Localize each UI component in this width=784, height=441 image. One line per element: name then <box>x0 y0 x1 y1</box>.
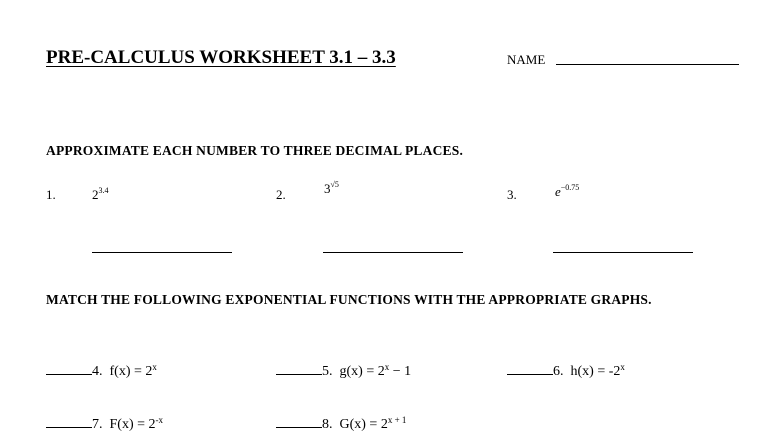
match-8-blank[interactable] <box>276 415 322 428</box>
name-label: NAME <box>507 52 546 67</box>
match-6-lhs: h(x) = -2 <box>570 364 621 379</box>
section2-heading: MATCH THE FOLLOWING EXPONENTIAL FUNCTIONS WITH THE APPROPRIATE GRAPHS. <box>46 292 652 307</box>
section1-heading: APPROXIMATE EACH NUMBER TO THREE DECIMAL PLACES. <box>46 143 464 158</box>
page-title: PRE-CALCULUS WORKSHEET 3.1 – 3.3 <box>46 47 396 68</box>
problem-3-expression <box>555 184 579 200</box>
name-blank-line[interactable] <box>556 64 739 65</box>
match-item-4 <box>46 362 157 380</box>
problem-3-answer-line[interactable] <box>553 252 693 253</box>
problem-1-expression <box>92 187 109 203</box>
match-4-number: 4. <box>92 364 103 379</box>
problem-2-exponent: √5 <box>330 180 339 189</box>
match-5-number: 5. <box>322 364 333 379</box>
match-4-lhs: f(x) = 2 <box>109 364 153 379</box>
problem-3-number: 3. <box>507 187 517 202</box>
problem-2-base: 3 <box>324 181 331 196</box>
match-5-lhs: g(x) = 2 <box>339 364 385 379</box>
problem-2-expression <box>324 181 339 197</box>
problem-3-base: e <box>555 184 561 199</box>
match-6-exponent: x <box>620 362 625 372</box>
match-8-lhs: G(x) = 2 <box>339 417 388 432</box>
problem-1-base: 2 <box>92 187 99 202</box>
match-5-blank[interactable] <box>276 362 322 375</box>
match-item-8 <box>276 415 406 433</box>
problem-2-answer-line[interactable] <box>323 252 463 253</box>
match-7-number: 7. <box>92 417 103 432</box>
match-item-5 <box>276 362 411 380</box>
match-4-exponent: x <box>152 362 157 372</box>
problem-1-answer-line[interactable] <box>92 252 232 253</box>
match-4-blank[interactable] <box>46 362 92 375</box>
match-5-exponent: x <box>384 362 390 372</box>
problem-1-exponent: 3.4 <box>98 186 109 195</box>
match-6-number: 6. <box>553 364 564 379</box>
match-8-exponent: x + 1 <box>387 415 407 425</box>
match-7-exponent: -x <box>155 415 164 425</box>
match-8-number: 8. <box>322 417 333 432</box>
match-7-lhs: F(x) = 2 <box>109 417 156 432</box>
match-item-6 <box>507 362 625 380</box>
match-6-blank[interactable] <box>507 362 553 375</box>
problem-2-number: 2. <box>276 187 286 202</box>
problem-3-exponent: −0.75 <box>560 183 580 192</box>
match-7-blank[interactable] <box>46 415 92 428</box>
match-5-tail: − 1 <box>389 364 412 379</box>
match-item-7 <box>46 415 163 433</box>
problem-1-number: 1. <box>46 187 56 202</box>
